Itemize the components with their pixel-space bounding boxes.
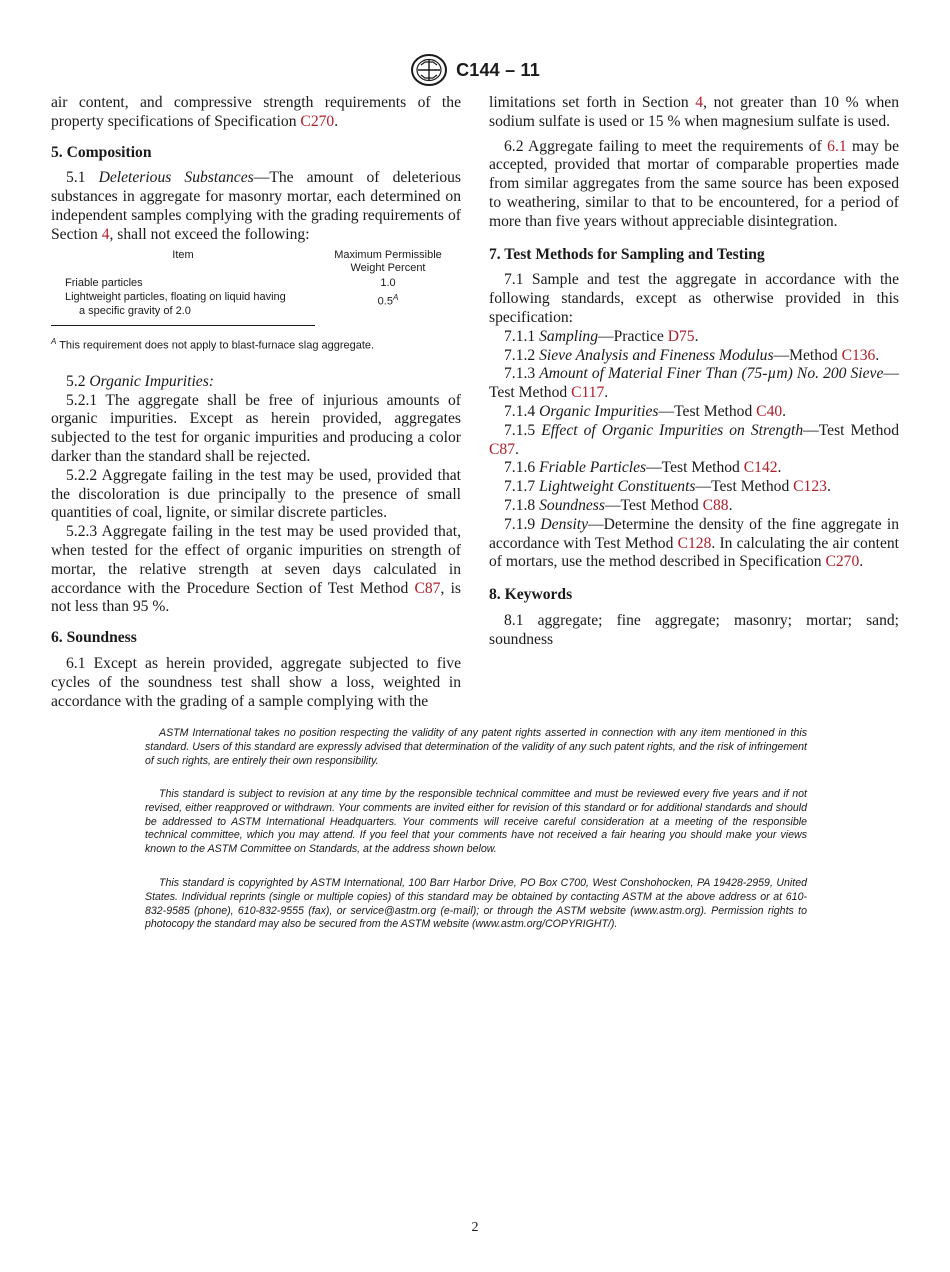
section-7-heading: 7. Test Methods for Sampling and Testing: [489, 245, 765, 263]
ref-c142[interactable]: C142: [743, 459, 778, 477]
section-5-heading: 5. Composition: [51, 143, 152, 161]
table-header: [51, 249, 461, 276]
item-7-1-1: 7.1.1 Sampling—Practice D75.: [504, 327, 699, 345]
ref-c136[interactable]: C136: [841, 346, 876, 364]
para-5-2-1: 5.2.1 The aggregate shall be free of injurious amounts of organic impurities. Except as herein provided, aggregates subjected to the test for organic impurities and producing a color darker than the standard shall be rejected.: [51, 391, 461, 465]
ref-d75[interactable]: D75: [667, 327, 695, 345]
ref-c87[interactable]: C87: [489, 440, 515, 458]
item-7-1-6: 7.1.6 Friable Particles—Test Method C142.: [504, 459, 782, 477]
standard-designation: C144 – 11: [456, 59, 540, 80]
ref-section-4[interactable]: 4: [695, 94, 704, 111]
item-7-1-3: 7.1.3 Amount of Material Finer Than (75-µm) No. 200 Sieve—Test Method C117.: [489, 365, 899, 402]
para-5-2: 5.2 Organic Impurities:: [66, 372, 214, 390]
ref-c270[interactable]: C270: [300, 112, 335, 130]
ref-c128[interactable]: C128: [677, 534, 712, 552]
ref-c117[interactable]: C117: [571, 384, 605, 402]
section-6-heading: 6. Soundness: [51, 629, 137, 647]
astm-logo-icon: [410, 53, 448, 87]
table-col-percent: Maximum Permissible Weight Percent: [334, 248, 442, 275]
para-6-1: 6.1 Except as herein provided, aggregate subjected to five cycles of the soundness test shall show a loss, weighted in accordance with the grading of a sample complying with the: [51, 654, 461, 710]
item-7-1-5: 7.1.5 Effect of Organic Impurities on Strength—Test Method C87.: [489, 421, 899, 458]
para-5-2-2: 5.2.2 Aggregate failing in the test may be used, provided that the discoloration is due principally to the presence of small quantities of coal, lignite, or similar discrete particles.: [51, 466, 461, 522]
ref-section-4[interactable]: 4: [101, 225, 110, 243]
item-7-1-7: 7.1.7 Lightweight Constituents—Test Method C123.: [504, 478, 831, 496]
table-row: Friable particles 1.0: [65, 276, 396, 289]
item-7-1-2: 7.1.2 Sieve Analysis and Fineness Modulus—Method C136.: [504, 346, 880, 364]
item-7-1-8: 7.1.8 Soundness—Test Method C88.: [504, 496, 733, 514]
intro-paragraph: air content, and compressive strength requirements of the property specifications of Specification C270.: [51, 94, 461, 130]
ref-c123[interactable]: C123: [793, 478, 827, 496]
section-8-heading: 8. Keywords: [489, 586, 573, 604]
para-6-1-cont: limitations set forth in Section 4, not greater than 10 % when sodium sulfate is used or 15 % when magnesium sulfate is used.: [489, 94, 899, 130]
item-7-1-4: 7.1.4 Organic Impurities—Test Method C40.: [504, 402, 787, 420]
ref-6-1[interactable]: 6.1: [827, 137, 847, 155]
table-col-item: Item: [172, 248, 194, 261]
para-8-1: 8.1 aggregate; fine aggregate; masonry; mortar; sand; soundness: [489, 611, 899, 648]
table-rule: [51, 325, 315, 326]
ref-c87[interactable]: C87: [414, 579, 441, 597]
para-6-2: 6.2 Aggregate failing to meet the requirements of 6.1 may be accepted, provided that mortar of comparable properties made from similar aggregates from the same source has been exposed to weathering, similar to that to be encountered, for a period of more than five years without appreciable disintegration.: [489, 137, 899, 230]
ref-c88[interactable]: C88: [702, 496, 729, 514]
ref-c270[interactable]: C270: [825, 553, 860, 571]
revision-notice: This standard is subject to revision at any time by the responsible technical committee and must be reviewed every five years and if not revised, either reapproved or withdrawn. Your comments are invited either for revision of this standard or for additional standards and should be addressed to ASTM International Headquarters. Your comments will receive careful consideration at a meeting of the responsible technical committee, which you may attend. If you feel that your comments have not received a fair hearing you should make your views known to the ASTM Committee on Standards, at the address shown below.: [145, 788, 807, 856]
patent-notice: ASTM International takes no position respecting the validity of any patent rights asserted in connection with any item mentioned in this standard. Users of this standard are expressly advised that determination of the validity of any such patent rights, and the risk of infringement of such rights, are entirely their own responsibility.: [145, 727, 807, 767]
item-7-1-9: 7.1.9 Density—Determine the density of the fine aggregate in accordance with Test Method C128. In calculating the air content of mortars, use the method described in Specification C270.: [489, 515, 899, 571]
page-header: [0, 52, 950, 88]
table-row: Lightweight particles, floating on liquid having a specific gravity of 2.0 $0.5^A$: [65, 291, 399, 317]
copyright-notice: This standard is copyrighted by ASTM International, 100 Barr Harbor Drive, PO Box C700, West Conshohocken, PA 19428-2959, United States. Individual reprints (single or multiple copies) of this standard may be obtained by contacting ASTM at the above address or at 610-832-9585 (phone), 610-832-9555 (fax), or service@astm.org (e-mail); or through the ASTM website (www.astm.org). Permission rights to photocopy the standard may also be secured from the ASTM website (www.astm.org/COPYRIGHT/).: [145, 877, 807, 931]
right-column: [489, 94, 899, 650]
left-column: [51, 94, 461, 711]
para-5-2-3: 5.2.3 Aggregate failing in the test may be used provided that, when tested for the effect of organic impurities on strength of mortar, the relative strength at seven days calculated in accordance with the Procedure Section of Test Method C87, is not less than 95 %.: [51, 523, 461, 616]
para-5-1: 5.1 Deleterious Substances—The amount of deleterious substances in aggregate for masonry mortar, each determined on independent samples complying with the grading requirements of Section 4, shall not exceed the following:: [51, 169, 461, 243]
table-footnote: $^A$ This requirement does not apply to blast-furnace slag aggregate.: [51, 336, 375, 352]
deleterious-table: [51, 249, 461, 353]
para-7-1: 7.1 Sample and test the aggregate in accordance with the following standards, except as otherwise provided in this specification:: [489, 271, 899, 326]
ref-c40[interactable]: C40: [756, 402, 783, 420]
page-number: 2: [471, 1220, 479, 1235]
